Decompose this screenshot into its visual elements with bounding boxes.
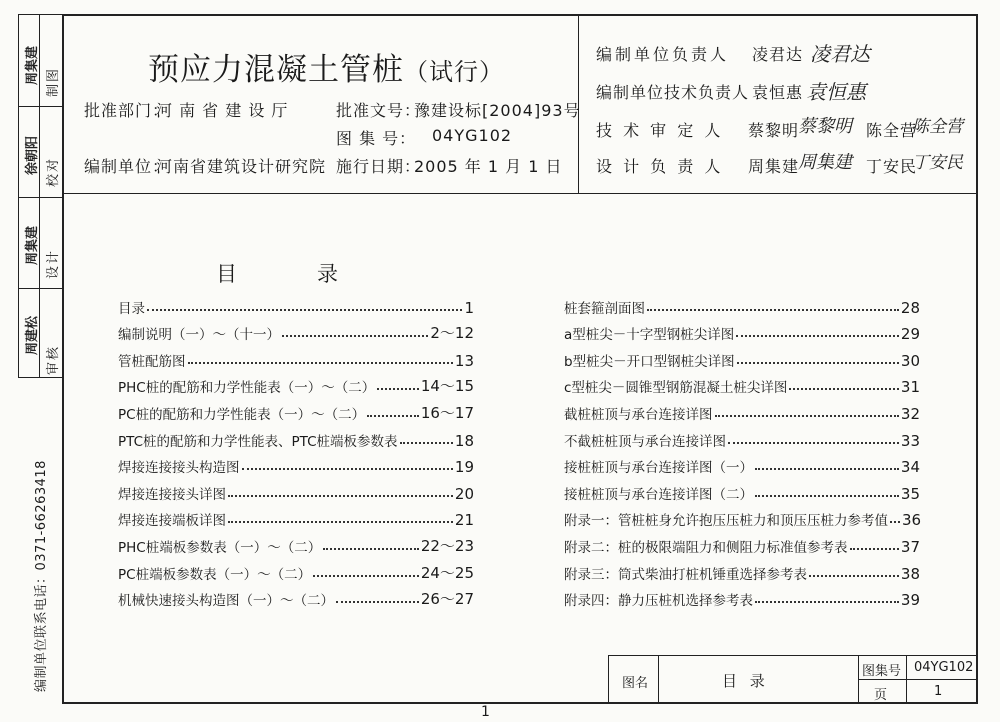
toc-entry-title: 不截桩桩顶与承台连接详图	[564, 433, 726, 450]
signoff-label-review: 审核	[46, 344, 61, 375]
toc-entry	[118, 583, 474, 610]
signoff-name-check: 徐朝阳	[25, 135, 40, 175]
toc-entry	[118, 450, 474, 477]
toc-leader-dots	[755, 495, 899, 497]
toc-leader-dots	[242, 468, 453, 470]
toc-entry-title: 桩套箍剖面图	[564, 300, 645, 317]
document-title	[148, 44, 504, 89]
toc-entry	[118, 556, 474, 583]
signoff-name-drawing: 周集建	[25, 45, 40, 85]
header-divider	[62, 193, 978, 194]
effective-date: 2005 年 1 月 1 日	[414, 157, 563, 176]
toc-entry	[564, 529, 920, 556]
toc-left-column	[118, 290, 474, 609]
name-design-head-2: 丁安民	[866, 157, 918, 176]
toc-entry-title: PHC桩的配筋和力学性能表（一）～（二）	[118, 380, 376, 397]
title-block-divider	[658, 655, 659, 704]
toc-entry-title: 焊接连接接头构造图	[118, 460, 240, 477]
toc-entry-page: 32	[900, 404, 920, 423]
signature-tech-review-2: 陈全营	[912, 117, 963, 137]
toc-entry-page: 30	[900, 351, 920, 370]
toc-entry-page: 31	[900, 378, 920, 397]
toc-entry-page: 18	[454, 431, 474, 450]
atlas-no: 04YG102	[432, 126, 513, 145]
role-tech-review: 技 术 审 定 人	[596, 121, 724, 140]
toc-entry-title: 机械快速接头构造图（一）～（二）	[118, 593, 334, 610]
contact-phone: 编制单位联系电话：0371-66263418	[34, 460, 49, 692]
signature-design-head-2: 丁安民	[912, 153, 963, 173]
toc-leader-dots	[228, 521, 453, 523]
title-block-page: 1	[934, 684, 943, 699]
toc-entry-page: 16～17	[420, 403, 474, 422]
toc-entry	[564, 583, 920, 610]
toc-entry	[118, 396, 474, 423]
signature-unit-head: 凌君达	[810, 42, 870, 66]
compile-unit: 河南省建筑设计研究院	[156, 157, 327, 176]
toc-entry-page: 39	[900, 591, 920, 610]
toc-entry	[564, 290, 920, 317]
toc-entry	[118, 317, 474, 344]
toc-entry-title: PHC桩端板参数表（一）～（二）	[118, 539, 322, 556]
toc-entry-title: 接桩桩顶与承台连接详图（一）	[564, 460, 753, 477]
toc-leader-dots	[282, 335, 428, 337]
title-block-divider	[858, 679, 978, 680]
toc-entry-title: 焊接连接端板详图	[118, 513, 226, 530]
toc-entry-page: 13	[454, 351, 474, 370]
toc-leader-dots	[367, 415, 419, 417]
toc-entry	[564, 476, 920, 503]
toc-leader-dots	[336, 601, 419, 603]
toc-entry	[564, 370, 920, 397]
toc-leader-dots	[147, 309, 462, 311]
signoff-label-drawing: 制图	[46, 66, 61, 97]
toc-entry-title: c型桩尖－圆锥型钢筋混凝土桩尖详图	[564, 380, 788, 397]
toc-leader-dots	[890, 521, 900, 523]
drawing-name: 目 录	[722, 672, 769, 690]
name-tech-head: 袁恒惠	[752, 83, 804, 102]
toc-entry-page: 29	[900, 325, 920, 344]
toc-entry-page: 28	[900, 298, 920, 317]
toc-entry-page: 20	[454, 484, 474, 503]
name-tech-review: 蔡黎明	[748, 121, 800, 140]
signoff-column	[18, 14, 62, 378]
toc-entry-page: 1	[464, 298, 474, 317]
atlas-no-label: 图 集 号：	[336, 129, 417, 148]
toc-entry	[118, 290, 474, 317]
toc-entry-page: 19	[454, 458, 474, 477]
toc-leader-dots	[789, 388, 898, 390]
toc-entry	[118, 343, 474, 370]
atlas-label: 图集号	[862, 664, 902, 679]
page-label: 页	[874, 688, 888, 703]
approval-dept: 河 南 省 建 设 厅	[156, 101, 289, 120]
toc-leader-dots	[809, 575, 899, 577]
toc-entry	[564, 343, 920, 370]
name-design-head: 周集建	[748, 157, 800, 176]
toc-leader-dots	[715, 415, 899, 417]
signoff-name-review: 周建松	[25, 315, 40, 355]
toc-entry-title: 接桩桩顶与承台连接详图（二）	[564, 486, 753, 503]
name-unit-head: 凌君达	[752, 45, 804, 64]
toc-entry-title: 编制说明（一）～（十一）	[118, 327, 280, 344]
toc-right-column	[564, 290, 920, 609]
title-suffix: （试行）	[404, 58, 504, 86]
toc-entry-title: b型桩尖－开口型钢桩尖详图	[564, 353, 735, 370]
toc-entry	[564, 503, 920, 530]
toc-entry-title: a型桩尖－十字型钢桩尖详图	[564, 327, 735, 344]
toc-entry-title: 目录	[118, 300, 145, 317]
toc-entry	[118, 529, 474, 556]
toc-leader-dots	[850, 548, 899, 550]
toc-entry	[118, 476, 474, 503]
toc-entry-title: PC桩端板参数表（一）～（二）	[118, 566, 312, 583]
toc-leader-dots	[188, 362, 453, 364]
toc-entry	[118, 370, 474, 397]
toc-entry	[564, 396, 920, 423]
signoff-name-design: 周集建	[25, 225, 40, 265]
toc-entry	[118, 423, 474, 450]
toc-entry-page: 35	[900, 484, 920, 503]
toc-entry-page: 38	[900, 564, 920, 583]
toc-leader-dots	[736, 335, 899, 337]
toc-leader-dots	[377, 388, 419, 390]
signature-design-head: 周集建	[798, 152, 852, 173]
toc-entry	[118, 503, 474, 530]
signoff-row-divider	[19, 288, 63, 289]
effective-date-label: 施行日期：	[336, 157, 422, 176]
toc-leader-dots	[313, 575, 419, 577]
toc-leader-dots	[755, 601, 899, 603]
toc-entry-title: 附录一：管桩桩身允许抱压压桩力和顶压压桩力参考值	[564, 513, 888, 530]
approval-no-label: 批准文号：	[336, 101, 422, 120]
toc-entry-title: 附录四：静力压桩机选择参考表	[564, 593, 753, 610]
role-unit-head: 编制单位负责人	[596, 45, 730, 64]
toc-leader-dots	[323, 548, 419, 550]
toc-entry-page: 21	[454, 511, 474, 530]
toc-entry-page: 22～23	[420, 536, 474, 555]
signoff-row-divider	[19, 106, 63, 107]
toc-leader-dots	[647, 309, 899, 311]
toc-entry-title: PC桩的配筋和力学性能表（一）～（二）	[118, 406, 366, 423]
toc-entry-page: 36	[902, 511, 922, 530]
toc-title: 目录	[216, 262, 418, 286]
signoff-row-divider	[19, 197, 63, 198]
toc-entry-title: PTC桩的配筋和力学性能表、PTC桩端板参数表	[118, 433, 398, 450]
approval-no: 豫建设标[2004]93号	[414, 101, 581, 120]
toc-leader-dots	[400, 442, 453, 444]
drawing-name-label: 图名	[622, 676, 649, 691]
approval-dept-label: 批准部门：	[84, 101, 170, 120]
toc-entry	[564, 317, 920, 344]
toc-entry	[564, 423, 920, 450]
compile-unit-label: 编制单位：	[84, 157, 170, 176]
toc-entry-title: 附录二：桩的极限端阻力和侧阻力标准值参考表	[564, 539, 848, 556]
toc-entry-page: 2～12	[430, 324, 474, 343]
title-main: 预应力混凝土管桩	[148, 52, 404, 88]
toc-entry-page: 14～15	[420, 377, 474, 396]
name-tech-review-2: 陈全营	[866, 121, 918, 140]
signoff-label-design: 设计	[46, 248, 61, 279]
toc-leader-dots	[737, 362, 899, 364]
toc-entry-page: 37	[900, 537, 920, 556]
toc-entry-title: 管桩配筋图	[118, 353, 186, 370]
toc-entry-page: 26～27	[420, 590, 474, 609]
signature-tech-review: 蔡黎明	[798, 116, 852, 137]
page-number: 1	[481, 704, 490, 720]
toc-entry-title: 附录三：筒式柴油打桩机锤重选择参考表	[564, 566, 807, 583]
toc-entry	[564, 450, 920, 477]
toc-leader-dots	[755, 468, 899, 470]
toc-leader-dots	[228, 495, 453, 497]
toc-entry-page: 33	[900, 431, 920, 450]
toc-entry-page: 34	[900, 458, 920, 477]
toc-entry-title: 截桩桩顶与承台连接详图	[564, 406, 713, 423]
toc-entry	[564, 556, 920, 583]
toc-entry-page: 24～25	[420, 563, 474, 582]
toc-leader-dots	[728, 442, 899, 444]
signature-tech-head: 袁恒惠	[806, 80, 866, 104]
role-design-head: 设 计 负 责 人	[596, 157, 724, 176]
toc-entry-title: 焊接连接接头详图	[118, 486, 226, 503]
signoff-label-check: 校对	[46, 156, 61, 187]
title-block-atlas-no: 04YG102	[914, 660, 974, 675]
role-tech-head: 编制单位技术负责人	[596, 83, 750, 102]
